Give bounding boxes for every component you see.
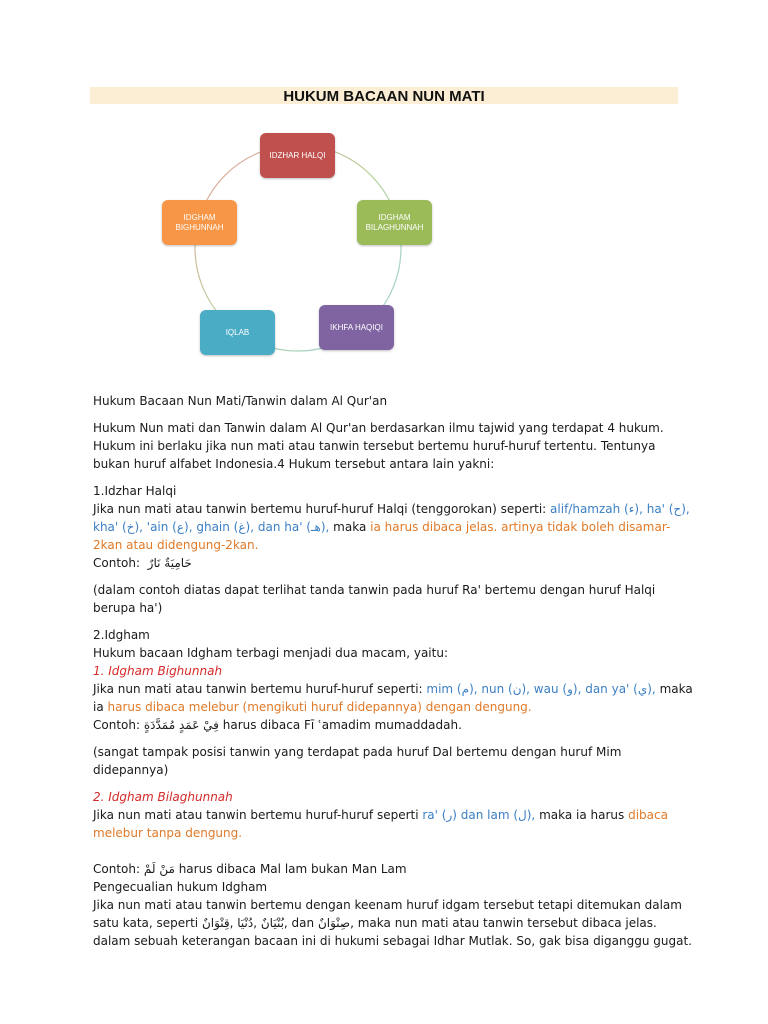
rule: dibaca melebur tanpa dengung. bbox=[93, 808, 668, 840]
node-label: IDGHAM BIGHUNNAH bbox=[175, 212, 224, 232]
text: , dan bbox=[283, 916, 318, 930]
node-idzhar-halqi bbox=[260, 133, 335, 178]
bilaghunnah-heading: 2. Idgham Bilaghunnah bbox=[93, 790, 233, 804]
node-label: IDGHAM BILAGHUNNAH bbox=[365, 212, 424, 232]
bighunnah-heading: 1. Idgham Bighunnah bbox=[93, 664, 223, 678]
arabic-words: بُنْيَانٌ ,دُنْيَا ,قِنْوَانٌ bbox=[201, 916, 284, 930]
node-ikhfa-haqiqi bbox=[319, 305, 394, 350]
arabic-example: مَنْ لَمْ bbox=[143, 862, 175, 876]
page-title: HUKUM BACAAN NUN MATI bbox=[283, 88, 485, 105]
node-iqlab bbox=[200, 310, 275, 355]
idgham-heading: 2.Idgham bbox=[93, 628, 150, 642]
text: maka ia harus bbox=[535, 808, 629, 822]
node-idgham-bilaghunnah bbox=[357, 200, 432, 245]
bilaghunnah-example bbox=[93, 860, 693, 878]
text: Jika nun mati atau tanwin bertemu huruf-huruf seperti: bbox=[93, 682, 427, 696]
text: harus dibaca Fī ʿamadim mumaddadah. bbox=[218, 718, 462, 732]
rule: ia harus dibaca jelas. artinya tidak boleh disamar-2kan atau didengung-2kan. bbox=[93, 520, 671, 552]
node-label: IKHFA HAQIQI bbox=[330, 322, 383, 332]
arabic-words: صِنْوَانٌ bbox=[317, 916, 351, 930]
text: harus dibaca Mal lam bukan Man Lam bbox=[174, 862, 407, 876]
idzhar-rule-paragraph bbox=[93, 500, 693, 554]
exception-paragraph bbox=[93, 896, 693, 950]
exception-heading: Pengecualian hukum Idgham bbox=[93, 880, 268, 894]
text: Jika nun mati atau tanwin bertemu huruf-huruf seperti bbox=[93, 808, 423, 822]
idzhar-example bbox=[93, 554, 693, 572]
bighunnah-note: (sangat tampak posisi tanwin yang terdapat pada huruf Dal bertemu dengan huruf Mim didepannya) bbox=[93, 745, 622, 777]
text: Jika nun mati atau tanwin bertemu dengan keenam huruf idgam tersebut tetapi ditemukan dalam satu kata, seperti bbox=[93, 898, 682, 930]
example-label: Contoh: bbox=[93, 718, 141, 732]
intro-paragraph: Hukum Nun mati dan Tanwin dalam Al Qur'an berdasarkan ilmu tajwid yang terdapat 4 hukum. Hukum ini berlaku jika nun mati atau tanwin tersebut bertemu huruf-huruf tertentu. Tentunya bukan huruf alfabet Indonesia.4 Hukum tersebut antara lain yakni: bbox=[93, 421, 664, 471]
text: Jika nun mati atau tanwin bertemu huruf-huruf Halqi (tenggorokan) seperti: bbox=[93, 502, 551, 516]
article-body bbox=[93, 392, 693, 950]
example-label: Contoh: bbox=[93, 862, 141, 876]
letters: mim (م), nun (ن), wau (و), dan ya' (ي), bbox=[426, 682, 656, 696]
letters: alif/hamzah (ء), ha' (ح), kha' (خ), 'ain (ع), ghain (غ), dan ha' (هـ), bbox=[93, 502, 690, 534]
arabic-example: فِيْ عَمَدٍ مُمَدَّدَةٍ bbox=[143, 718, 219, 732]
idzhar-note: (dalam contoh diatas dapat terlihat tanda tanwin pada huruf Ra' bertemu dengan huruf Halqi berupa ha') bbox=[93, 583, 656, 615]
node-label: IDZHAR HALQI bbox=[269, 150, 326, 160]
bighunnah-example bbox=[93, 716, 693, 734]
rule: harus dibaca melebur (mengikuti huruf didepannya) dengan dengung. bbox=[107, 700, 532, 714]
intro-heading: Hukum Bacaan Nun Mati/Tanwin dalam Al Qur'an bbox=[93, 394, 388, 408]
cycle-diagram bbox=[150, 128, 450, 363]
text: maka ia bbox=[93, 682, 693, 714]
arabic-example: حَامِيَةٌ نَارٌ bbox=[147, 556, 192, 570]
text: maka bbox=[329, 520, 371, 534]
idgham-intro: Hukum bacaan Idgham terbagi menjadi dua macam, yaitu: bbox=[93, 646, 448, 660]
node-idgham-bighunnah bbox=[162, 200, 237, 245]
text: , maka nun mati atau tanwin tersebut dibaca jelas. dalam sebuah keterangan bacaan ini di hukumi sebagai Idhar Mutlak. So, gak bisa diganggu gugat. bbox=[93, 916, 692, 948]
bilaghunnah-rule-paragraph bbox=[93, 806, 693, 842]
letters: ra' (ر) dan lam (ل), bbox=[422, 808, 536, 822]
node-label: IQLAB bbox=[225, 327, 250, 337]
idzhar-heading: 1.Idzhar Halqi bbox=[93, 484, 177, 498]
example-label: Contoh: bbox=[93, 556, 141, 570]
bighunnah-rule-paragraph bbox=[93, 680, 693, 716]
